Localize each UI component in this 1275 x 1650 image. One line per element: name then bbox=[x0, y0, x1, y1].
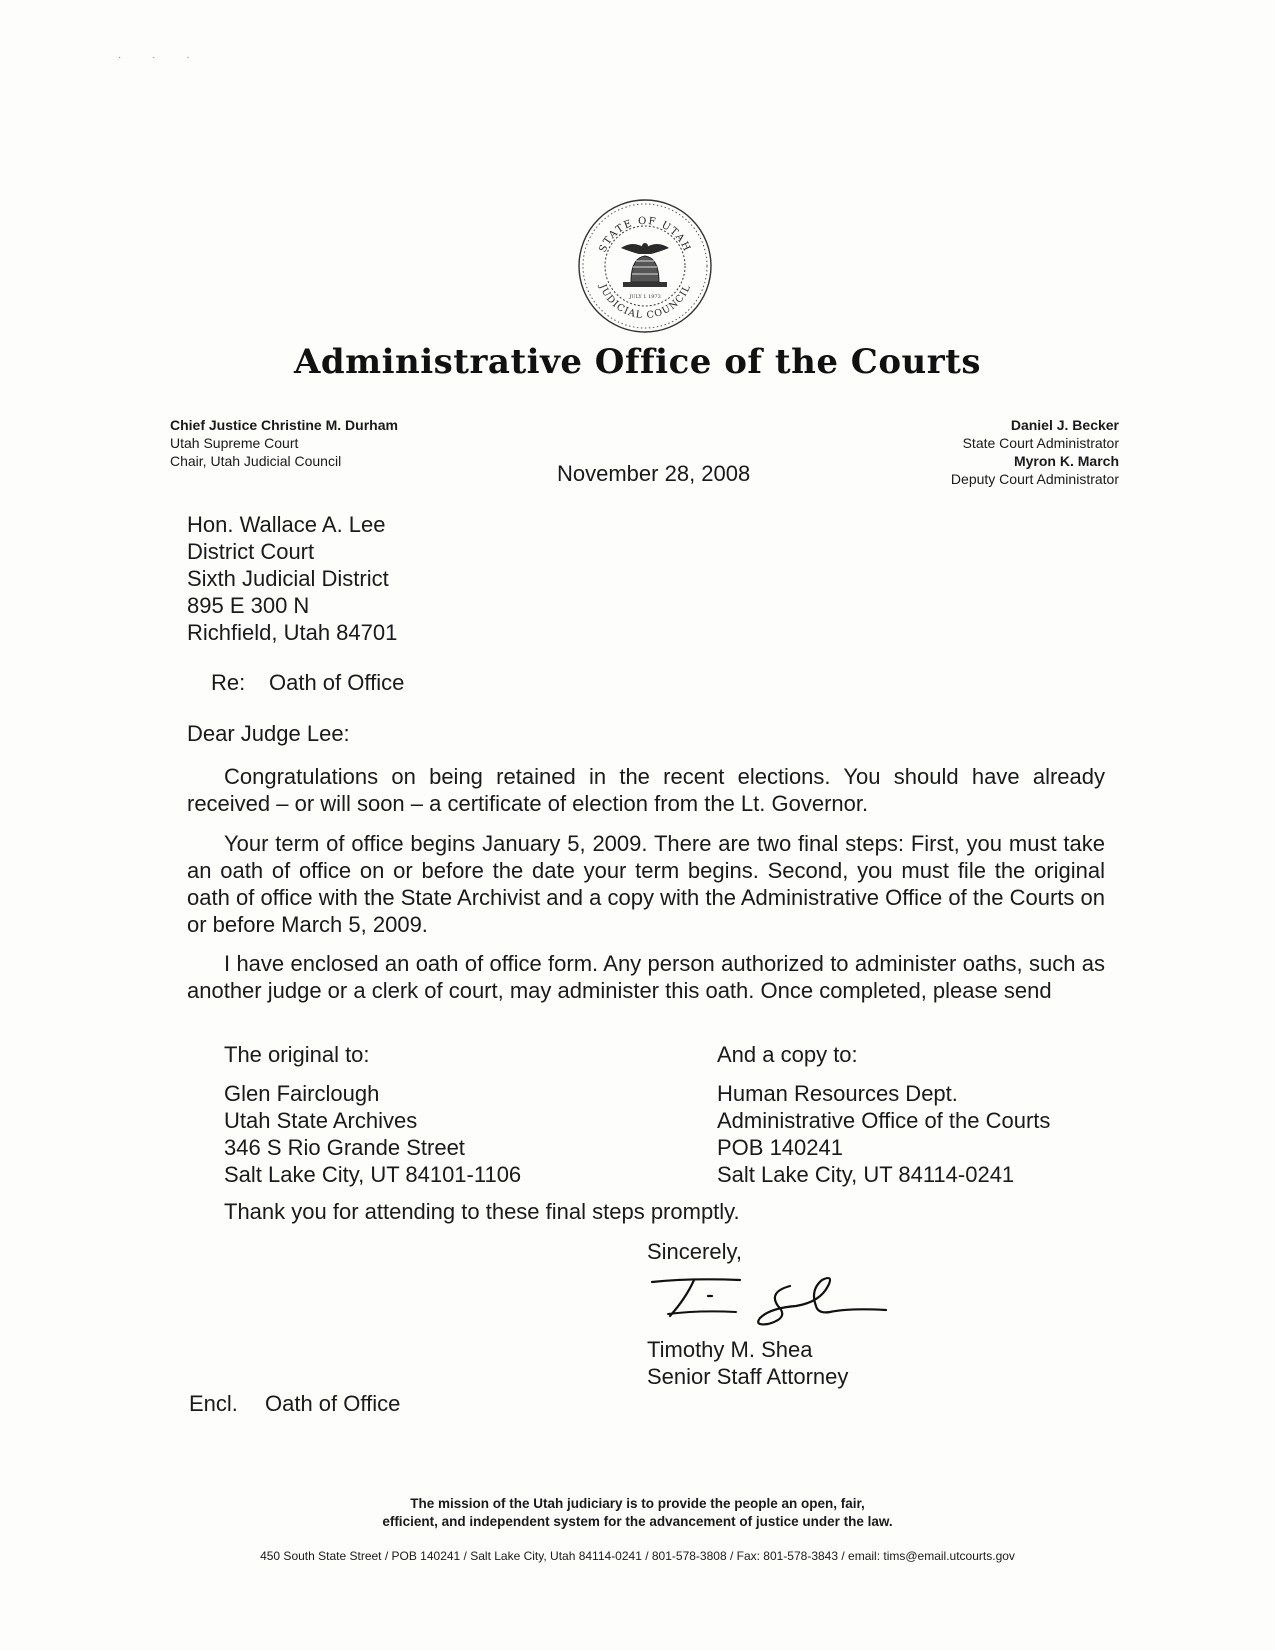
signature-image bbox=[650, 1268, 940, 1330]
deputy-name: Myron K. March bbox=[1013, 453, 1119, 469]
mission-line: The mission of the Utah judiciary is to provide the people an open, fair, bbox=[410, 1496, 865, 1511]
address-line: POB 140241 bbox=[717, 1135, 843, 1160]
address-line: Glen Fairclough bbox=[224, 1081, 380, 1106]
address-line: Human Resources Dept. bbox=[717, 1081, 958, 1106]
subject-line bbox=[211, 669, 404, 696]
mission-statement bbox=[0, 1495, 1275, 1531]
svg-text:STATE OF UTAH: STATE OF UTAH bbox=[597, 215, 693, 255]
letterhead-left bbox=[170, 416, 398, 470]
recipient-line: Hon. Wallace A. Lee bbox=[187, 512, 386, 537]
recipient-line: Richfield, Utah 84701 bbox=[187, 620, 398, 645]
recipient-line: 895 E 300 N bbox=[187, 593, 310, 618]
deputy-title: Deputy Court Administrator bbox=[950, 471, 1119, 487]
signer-name: Timothy M. Shea bbox=[647, 1337, 813, 1362]
address-line: 346 S Rio Grande Street bbox=[224, 1135, 465, 1160]
copy-heading: And a copy to: bbox=[717, 1042, 858, 1067]
paragraph-term: Your term of office begins January 5, 2009. There are two final steps: First, you must take an oath of office on or before the date your term begins. Second, you must file the original oath of office with the State Archivist and a copy with the Administrative Office of the Courts on or before March 5, 2009. bbox=[187, 831, 1105, 937]
thanks-line: Thank you for attending to these final steps promptly. bbox=[224, 1199, 740, 1224]
enclosure-label: Encl. bbox=[189, 1391, 238, 1416]
enclosure-item: Oath of Office bbox=[265, 1391, 401, 1416]
recipient-line: Sixth Judicial District bbox=[187, 566, 389, 591]
scan-specks: · · · bbox=[118, 52, 204, 63]
paragraph-oath-form: I have enclosed an oath of office form. Any person authorized to administer oaths, such as another judge or a clerk of court, may administer this oath. Once completed, please send bbox=[187, 951, 1105, 1003]
chief-justice-name: Chief Justice Christine M. Durham bbox=[170, 417, 398, 433]
paragraph-congratulations: Congratulations on being retained in the recent elections. You should have already received – or will soon – a certificate of election from the Lt. Governor. bbox=[187, 764, 1105, 816]
letterhead-right bbox=[951, 416, 1119, 488]
hr-address bbox=[717, 1080, 1050, 1188]
svg-text:JULY 1 1973: JULY 1 1973 bbox=[629, 294, 661, 300]
sincerely: Sincerely, bbox=[647, 1239, 742, 1264]
address-line: Salt Lake City, UT 84101-1106 bbox=[224, 1162, 522, 1187]
mission-line: efficient, and independent system for the advancement of justice under the law. bbox=[382, 1514, 893, 1529]
recipient-address bbox=[187, 511, 397, 646]
re-subject: Oath of Office bbox=[269, 670, 405, 695]
signer-block bbox=[647, 1336, 848, 1390]
signer-title: Senior Staff Attorney bbox=[647, 1364, 849, 1389]
re-label: Re: bbox=[211, 670, 246, 695]
recipient-line: District Court bbox=[187, 539, 315, 564]
archives-address bbox=[224, 1080, 521, 1188]
letter-date: November 28, 2008 bbox=[557, 461, 751, 486]
chief-justice-role: Chair, Utah Judicial Council bbox=[170, 453, 342, 469]
address-line: Administrative Office of the Courts bbox=[717, 1108, 1051, 1133]
salutation: Dear Judge Lee: bbox=[187, 721, 350, 746]
judicial-council-seal-icon bbox=[575, 196, 715, 336]
agency-title: Administrative Office of the Courts bbox=[293, 342, 982, 382]
address-line: Utah State Archives bbox=[224, 1108, 418, 1133]
svg-text:JUDICIAL COUNCIL: JUDICIAL COUNCIL bbox=[596, 282, 694, 322]
administrator-name: Daniel J. Becker bbox=[1010, 417, 1119, 433]
enclosure-line bbox=[189, 1390, 400, 1417]
address-line: Salt Lake City, UT 84114-0241 bbox=[717, 1162, 1015, 1187]
administrator-title: State Court Administrator bbox=[962, 435, 1119, 451]
original-heading: The original to: bbox=[224, 1042, 370, 1067]
footer-contact: 450 South State Street / POB 140241 / Salt Lake City, Utah 84114-0241 / 801-578-3808 / Fax: 801-578-3843 / email: tims@email.utcourts.gov bbox=[260, 1549, 1015, 1563]
chief-justice-court: Utah Supreme Court bbox=[170, 435, 299, 451]
